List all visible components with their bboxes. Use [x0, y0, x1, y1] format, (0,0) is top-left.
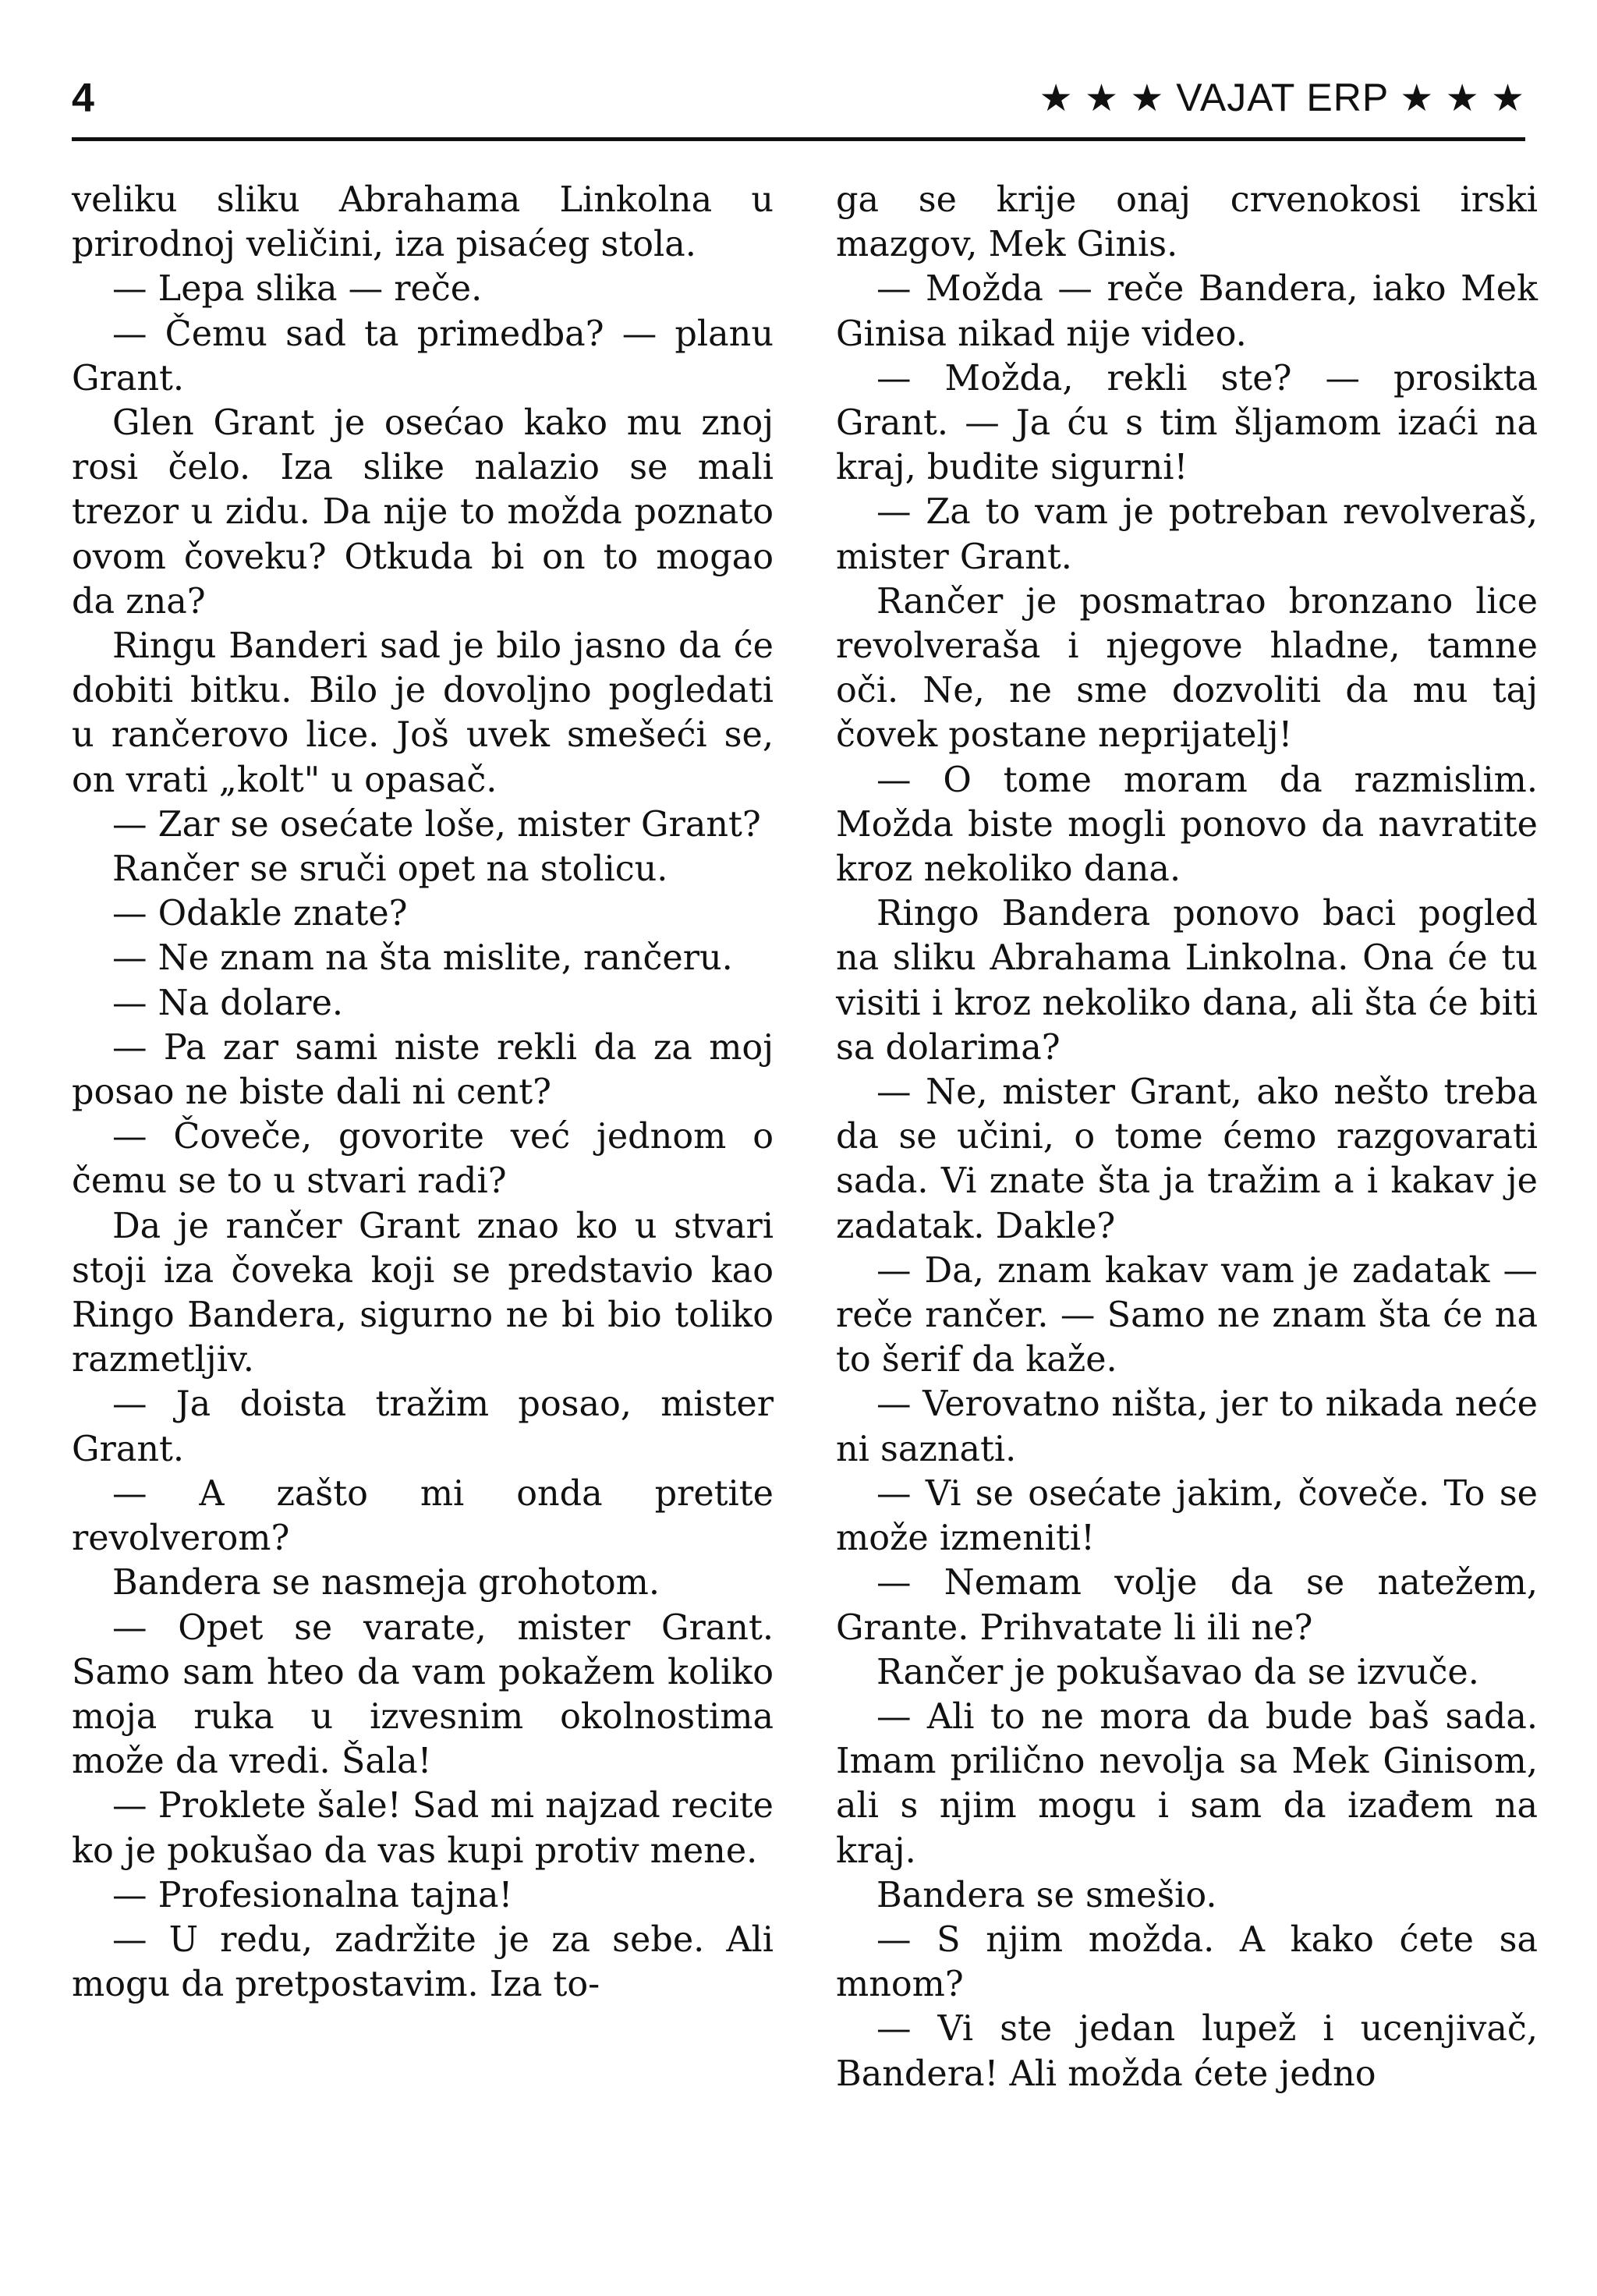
paragraph: — Ne, mister Grant, ako nešto treba da se učini, o tome ćemo razgovarati sada. Vi znate šta ja tražim a i kakav je zadatak. Dakle?	[836, 1072, 1538, 1246]
paragraph: — Profesionalna tajna!	[112, 1875, 513, 1915]
paragraph: — Na dolare.	[112, 983, 344, 1023]
paragraph: — Zar se osećate loše, mister Grant?	[112, 804, 761, 845]
page-number: 4	[72, 76, 94, 121]
paragraph: — Za to vam je potreban revolveraš, mister Grant.	[836, 492, 1538, 577]
left-column	[72, 178, 774, 2007]
paragraph: — Lepa slika — reče.	[112, 269, 483, 310]
paragraph: Ringo Bandera ponovo baci pogled na sliku Abrahama Linkolna. Ona će tu visiti i kroz nekoliko dana, ali šta će biti sa dolarima?	[836, 894, 1538, 1068]
paragraph: — Možda, rekli ste? — prosikta Grant. — Ja ću s tim šljamom izaći na kraj, budite sigurni!	[836, 358, 1538, 488]
paragraph: — Proklete šale! Sad mi najzad recite ko je pokušao da vas kupi protiv mene.	[72, 1786, 774, 1871]
paragraph: — Vi se osećate jakim, čoveče. To se može izmeniti!	[836, 1473, 1538, 1559]
stars-right-ornament: ★ ★ ★	[1400, 78, 1525, 119]
paragraph: — Ja doista tražim posao, mister Grant.	[72, 1384, 774, 1469]
paragraph: — Verovatno ništa, jer to nikada neće ni saznati.	[836, 1384, 1538, 1469]
stars-left-ornament: ★ ★ ★	[1039, 78, 1165, 119]
paragraph: Rančer je pokušavao da se izvuče.	[876, 1652, 1479, 1692]
paragraph: — Opet se varate, mister Grant. Samo sam hteo da vam pokažem koliko moja ruka u izvesnim okolnostima može da vredi. Šala!	[72, 1607, 774, 1782]
right-column	[836, 178, 1538, 2096]
paragraph: Bandera se nasmeja grohotom.	[112, 1563, 660, 1603]
running-head	[1039, 75, 1525, 120]
paragraph: — Možda — reče Bandera, iako Mek Ginisa nikad nije video.	[836, 269, 1538, 354]
paragraph: — Ali to ne mora da bude baš sada. Imam prilično nevolja sa Mek Ginisom, ali s njim mogu i sam da izađem na kraj.	[836, 1696, 1538, 1871]
paragraph: Da je rančer Grant znao ko u stvari stoji iza čoveka koji se predstavio kao Ringo Bandera, sigurno ne bi bio toliko razmetljiv.	[72, 1206, 774, 1380]
paragraph: — Vi ste jedan lupež i ucenjivač, Bandera! Ali možda ćete jedno	[836, 2009, 1538, 2094]
paragraph: Rančer se sruči opet na stolicu.	[112, 849, 668, 890]
paragraph: — A zašto mi onda pretite revolverom?	[72, 1473, 774, 1559]
paragraph: — Ne znam na šta mislite, rančeru.	[112, 938, 733, 979]
paragraph: Rančer je posmatrao bronzano lice revolveraša i njegove hladne, tamne oči. Ne, ne sme dozvoliti da mu taj čovek postane neprijatelj!	[836, 581, 1538, 756]
paragraph: — Odakle znate?	[112, 894, 408, 934]
page-header	[72, 75, 1525, 137]
paragraph: — Čemu sad ta primedba? — planu Grant.	[72, 314, 774, 399]
paragraph: Bandera se smešio.	[876, 1875, 1217, 1915]
paragraph: — Nemam volje da se natežem, Grante. Prihvatate li ili ne?	[836, 1563, 1538, 1648]
paragraph: — O tome moram da razmislim. Možda biste mogli ponovo da navratite kroz nekoliko dana.	[836, 760, 1538, 890]
paragraph: — Pa zar sami niste rekli da za moj posao ne biste dali ni cent?	[72, 1027, 774, 1113]
paragraph: Glen Grant je osećao kako mu znoj rosi čelo. Iza slike nalazio se mali trezor u zidu. Da nije to možda poznato ovom čoveku? Otkuda bi on to mogao da zna?	[72, 403, 774, 622]
running-head-title: VAJAT ERP	[1176, 76, 1389, 119]
header-rule	[72, 137, 1525, 141]
paragraph: — Da, znam kakav vam je zadatak — reče rančer. — Samo ne znam šta će na to šerif da kaže.	[836, 1250, 1538, 1380]
paragraph: ga se krije onaj crvenokosi irski mazgov, Mek Ginis.	[836, 180, 1538, 265]
paragraph: Ringu Banderi sad je bilo jasno da će dobiti bitku. Bilo je dovoljno pogledati u rančerovo lice. Još uvek smešeći se, on vrati „kolt" u opasač.	[72, 626, 774, 800]
paragraph: — Čoveče, govorite već jednom o čemu se to u stvari radi?	[72, 1117, 774, 1202]
paragraph: veliku sliku Abrahama Linkolna u prirodnoj veličini, iza pisaćeg stola.	[72, 180, 774, 265]
paragraph: — S njim možda. A kako ćete sa mnom?	[836, 1919, 1538, 2005]
paragraph: — U redu, zadržite je za sebe. Ali mogu da pretpostavim. Iza to-	[72, 1919, 774, 2005]
